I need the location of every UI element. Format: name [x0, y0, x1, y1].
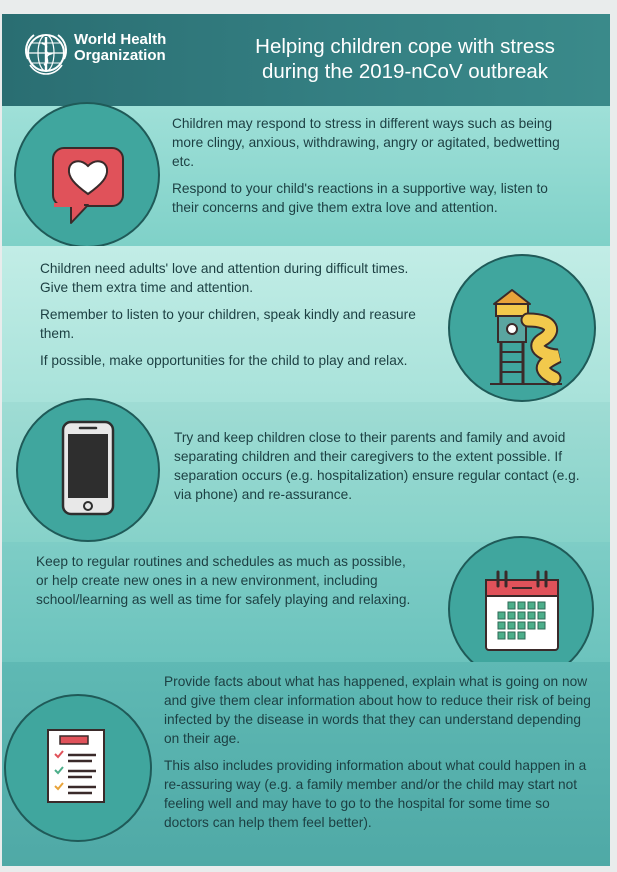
section-2-paragraph-2: Remember to listen to your children, speak kindly and reasure them. — [40, 307, 416, 341]
checklist-document-icon — [6, 696, 150, 840]
section-4-paragraph-1: Keep to regular routines and schedules as much as possible, or help create new ones in a new environment, including school/learning as well as time for safely playing and relaxing. — [36, 554, 411, 607]
section-3-paragraph-1: Try and keep children close to their parents and family and avoid separating children and their caregivers to the extent possible. If separation occurs (e.g. hospitalization) ensure regular contact (e.g. via phone) and re-assurance. — [174, 430, 580, 502]
section-2-paragraph-3: If possible, make opportunities for the child to play and relax. — [40, 353, 408, 368]
heart-speech-bubble-icon — [16, 104, 158, 246]
mobile-phone-icon — [18, 400, 158, 540]
section-4-icon-circle — [448, 536, 594, 682]
section-1-text — [172, 114, 572, 225]
page-title: Helping children cope with stress during the 2019-nCoV outbreak — [255, 35, 555, 83]
who-logo — [22, 29, 222, 79]
section-2-paragraph-1: Children need adults' love and attention during difficult times. Give them extra time and attention. — [40, 261, 409, 295]
poster — [2, 14, 610, 866]
section-3-text — [174, 428, 594, 512]
header-band — [2, 14, 610, 106]
section-3-icon-circle — [16, 398, 160, 542]
section-2-text — [40, 259, 420, 378]
section-5-text — [164, 672, 592, 840]
org-name: World Health Organization — [74, 31, 167, 64]
playground-slide-icon — [450, 256, 594, 400]
calendar-icon — [450, 538, 592, 680]
section-2-icon-circle — [448, 254, 596, 402]
section-4-text — [36, 552, 416, 617]
section-1-paragraph-1: Children may respond to stress in different ways such as being more clingy, anxious, withdrawing, angry or agitated, bedwetting etc. — [172, 116, 560, 169]
who-emblem-icon — [22, 29, 70, 77]
section-5-paragraph-1: Provide facts about what has happened, explain what is going on now and give them clear information about how to reduce their risk of being infected by the disease in words that they can understand depending on their age. — [164, 674, 591, 746]
section-5-icon-circle — [4, 694, 152, 842]
section-1-paragraph-2: Respond to your child's reactions in a supportive way, listen to their concerns and give them extra love and attention. — [172, 181, 548, 215]
section-1-icon-circle — [14, 102, 160, 248]
section-5-paragraph-2: This also includes providing information about what could happen in a re-assuring way (e.g. a family member and/or the child may start not feeling well and may have to go to the hospital for some time so doctors can help them feel better). — [164, 758, 587, 830]
